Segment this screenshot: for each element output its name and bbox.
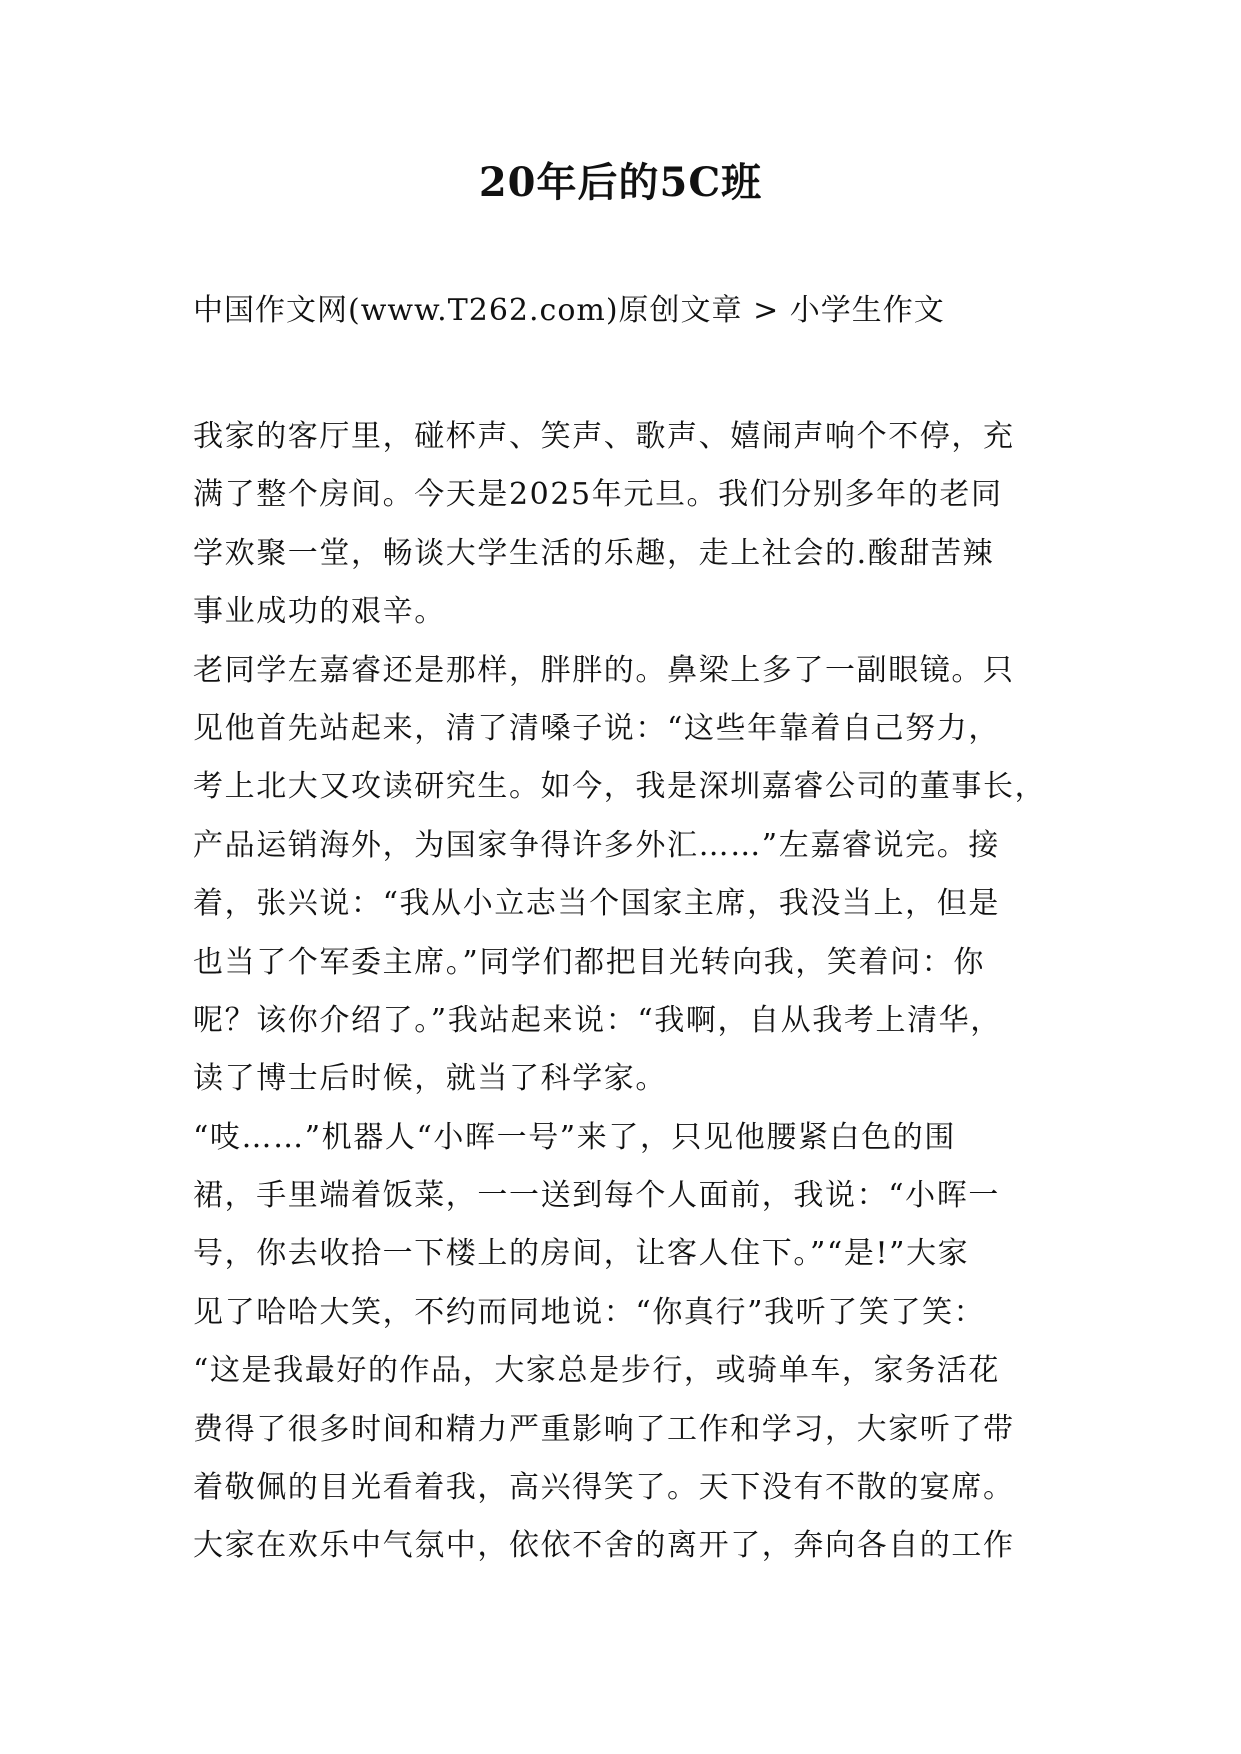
text-line: 见他首先站起来，清了清嗓子说：“这些年靠着自己努力， — [193, 710, 1000, 746]
text-line: 满了整个房间。今天是2025年元旦。我们分别多年的老同 — [193, 477, 1003, 513]
text-line: 老同学左嘉睿还是那样，胖胖的。鼻梁上多了一副眼镜。只 — [193, 652, 1015, 688]
text-line: 号，你去收拾一下楼上的房间，让客人住下。”“是!”大家 — [193, 1236, 970, 1272]
source-line: 中国作文网(www.T262.com)原创文章 > 小学生作文 — [193, 293, 945, 328]
article-body — [193, 408, 1053, 1576]
text-line: 着，张兴说：“我从小立志当个国家主席，我没当上，但是 — [193, 886, 1000, 922]
text-line: “这是我最好的作品，大家总是步行，或骑单车，家务活花 — [193, 1353, 1000, 1389]
text-line: 我家的客厅里，碰杯声、笑声、歌声、嬉闹声响个不停，充 — [193, 419, 1015, 454]
text-line: 事业成功的艰辛。 — [193, 594, 446, 630]
text-line: 读了博士后时候，就当了科学家。 — [193, 1061, 667, 1097]
text-line: 大家在欢乐中气氛中，依依不舍的离开了，奔向各自的工作 — [193, 1528, 1015, 1564]
text-line: 考上北大又攻读研究生。如今，我是深圳嘉睿公司的董事长， — [193, 769, 1047, 805]
text-line: 费得了很多时间和精力严重影响了工作和学习，大家听了带 — [193, 1411, 1015, 1447]
text-line: “吱……”机器人“小晖一号”来了，只见他腰紧白色的围 — [193, 1119, 956, 1155]
page-title: 20年后的5C班 — [478, 159, 763, 206]
text-line: 着敬佩的目光看着我，高兴得笑了。天下没有不散的宴席。 — [193, 1470, 1015, 1506]
text-line: 见了哈哈大笑，不约而同地说：“你真行”我听了笑了笑： — [193, 1294, 986, 1330]
text-line: 产品运销海外，为国家争得许多外汇……”左嘉睿说完。接 — [193, 827, 1000, 863]
text-line: 也当了个军委主席。”同学们都把目光转向我，笑着问：你 — [193, 944, 985, 980]
text-line: 学欢聚一堂，畅谈大学生活的乐趣，走上社会的.酸甜苦辣 — [193, 535, 995, 571]
text-line: 裙，手里端着饭菜，一一送到每个人面前，我说：“小晖一 — [193, 1178, 1000, 1214]
text-line: 呢？该你介绍了。”我站起来说：“我啊，自从我考上清华， — [193, 1002, 1002, 1038]
